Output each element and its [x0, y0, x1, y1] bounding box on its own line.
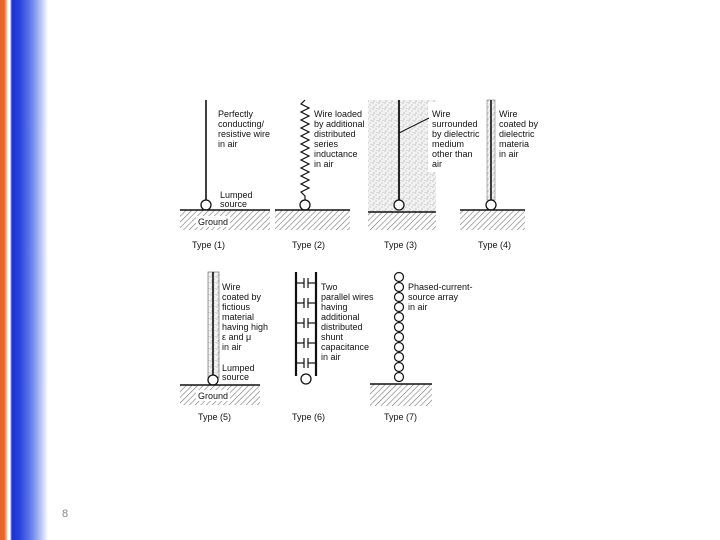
panel-type-1 — [180, 100, 273, 250]
wire-description: Perfectly conducting/ resistive wire in air — [218, 109, 271, 149]
source-icon — [486, 200, 496, 210]
ground-plane — [370, 384, 432, 406]
lumped-source-label: Lumped source — [222, 363, 255, 382]
caption: Type (4) — [478, 240, 512, 250]
caption: Type (1) — [192, 240, 226, 250]
ground-plane — [460, 210, 525, 230]
inductance-coil-icon — [301, 100, 309, 200]
caption: Type (3) — [384, 240, 418, 250]
panel-type-6 — [292, 272, 376, 422]
ground-label: Ground — [198, 391, 229, 401]
source-icon — [301, 374, 311, 384]
panel-type-2 — [275, 100, 367, 250]
wire-description: Wire surrounded by dielectric medium other than air — [432, 109, 480, 169]
wire-description: Wire coated by dielectric materia in air — [499, 109, 539, 159]
ground-plane — [368, 212, 436, 230]
lumped-source-icon — [208, 375, 218, 385]
ground-plane — [275, 210, 350, 230]
ground-label: Ground — [198, 217, 229, 227]
current-source-icons — [395, 273, 404, 382]
panel-type-5 — [180, 272, 271, 422]
wire-description: Wire coated by fictious material having high ε and μ in air — [222, 282, 269, 352]
caption: Type (5) — [198, 412, 232, 422]
lumped-source-label: Lumped source — [220, 190, 253, 209]
source-icon — [300, 200, 310, 210]
shunt-capacitor-icons — [296, 278, 316, 368]
source-icon — [394, 200, 404, 210]
dielectric-medium — [368, 100, 436, 212]
panel-type-7 — [370, 272, 475, 422]
caption: Type (2) — [292, 240, 326, 250]
array-description: Phased-current- source array in air — [408, 282, 473, 312]
lumped-source-icon — [201, 200, 211, 210]
wire-description: Wire loaded by additional distributed series inductance in air — [314, 109, 365, 169]
caption: Type (7) — [384, 412, 418, 422]
wire-description: Two parallel wires having additional distributed shunt capacitance in air — [321, 282, 374, 362]
slide-number: 8 — [62, 508, 69, 520]
caption: Type (6) — [292, 412, 326, 422]
